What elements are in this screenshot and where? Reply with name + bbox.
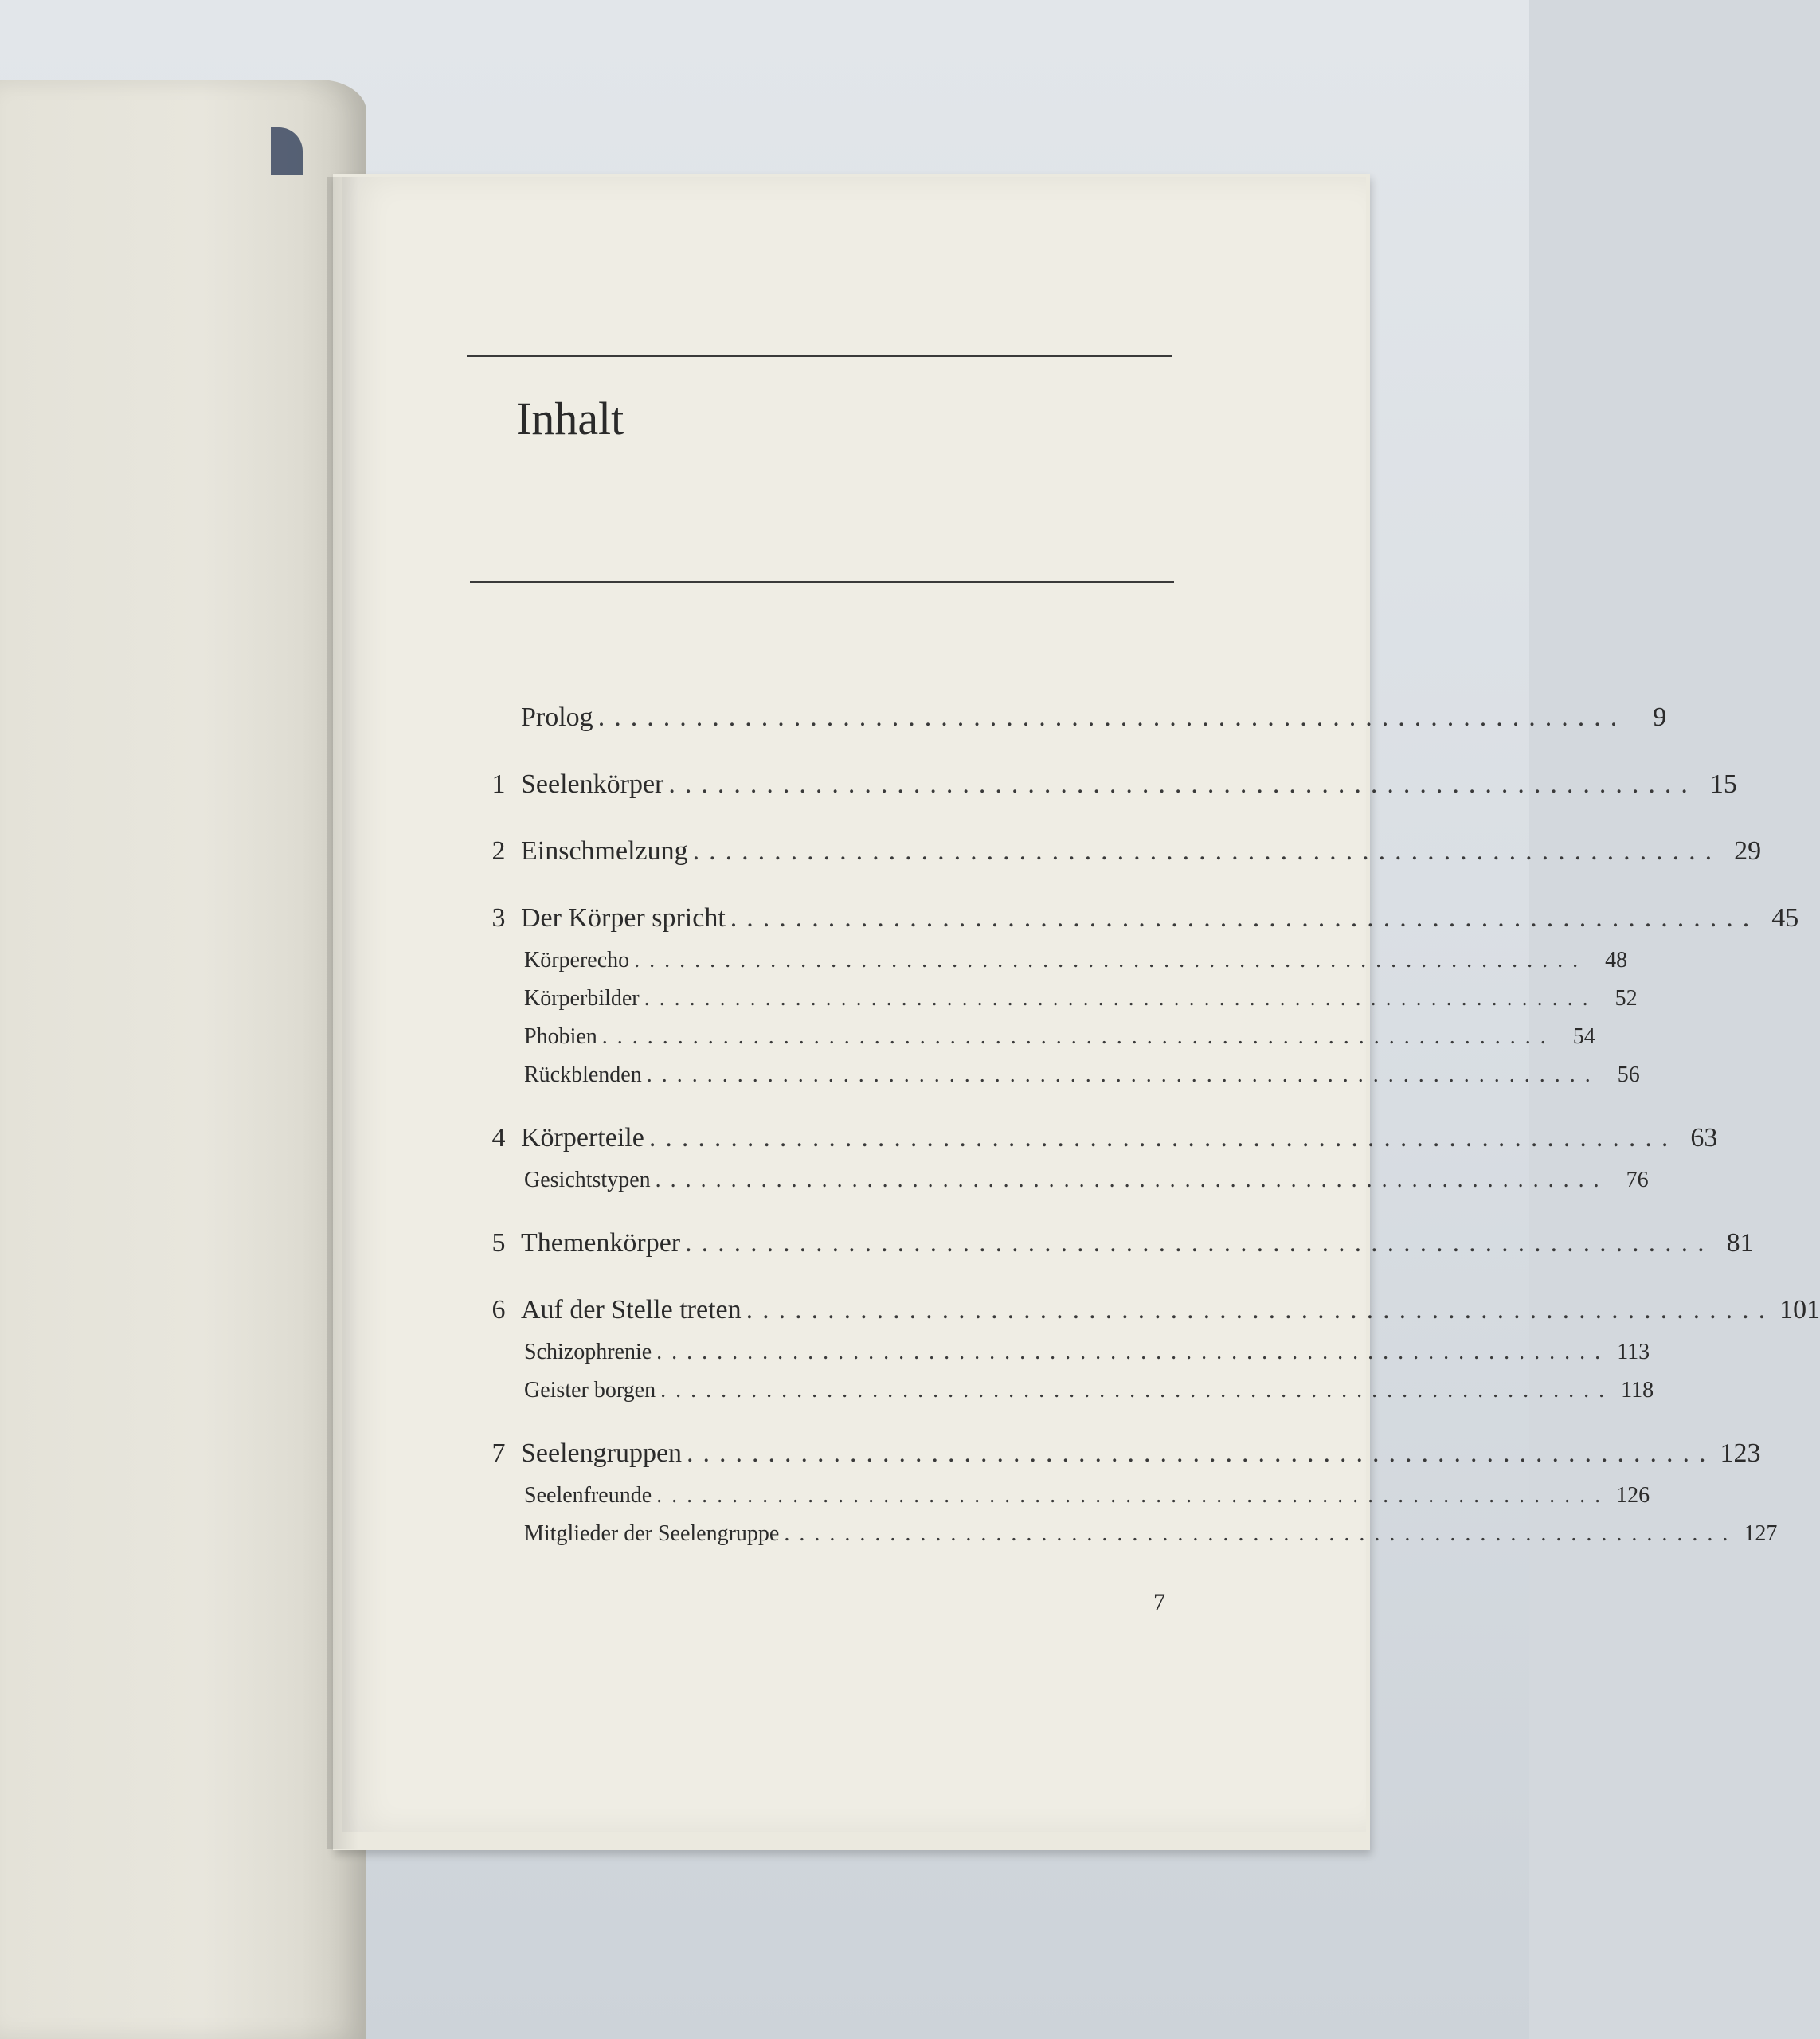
toc-title: Themenkörper <box>521 1228 681 1258</box>
heading-rule-top <box>467 355 1172 357</box>
toc-page-number: 113 <box>1617 1340 1650 1364</box>
toc-chapter-number: 7 <box>491 1438 506 1468</box>
toc-entry-section <box>478 986 1638 1012</box>
toc-chapter-number: 2 <box>491 836 506 866</box>
toc-title: Seelenkörper <box>521 769 664 799</box>
toc-title: Auf der Stelle treten <box>521 1295 742 1325</box>
toc-leader: ............................................................... <box>597 702 1627 732</box>
toc-title: Schizophrenie <box>524 1340 652 1364</box>
toc-leader: ............................................................... <box>660 1378 1615 1403</box>
toc-entry-chapter-5 <box>478 1228 1754 1258</box>
toc-leader: ............................................................... <box>656 1340 1611 1364</box>
toc-page-number: 15 <box>1709 769 1737 799</box>
toc-title: Seelenfreunde <box>524 1483 652 1508</box>
toc-title: Mitglieder der Seelengruppe <box>524 1521 780 1546</box>
toc-entry-chapter-1 <box>478 769 1737 800</box>
toc-entry-section <box>478 1063 1640 1088</box>
toc-title: Einschmelzung <box>521 836 688 866</box>
toc-title: Körperecho <box>524 948 630 973</box>
toc-entry-section <box>478 1521 1778 1547</box>
toc-chapter-number: 1 <box>491 769 506 799</box>
toc-entry-section <box>478 1483 1650 1509</box>
toc-entry-section <box>478 1024 1595 1050</box>
toc-chapter-number: 5 <box>491 1228 506 1258</box>
toc-title: Der Körper spricht <box>521 903 726 933</box>
toc-leader: ............................................................... <box>685 1228 1714 1258</box>
toc-leader: ............................................................... <box>692 836 1722 866</box>
toc-page-number: 56 <box>1617 1063 1640 1087</box>
toc-page-number: 127 <box>1744 1521 1778 1546</box>
toc-leader: ............................................................... <box>668 769 1697 799</box>
toc-page-number: 118 <box>1621 1378 1654 1403</box>
toc-leader: ............................................................... <box>646 1063 1600 1087</box>
toc-page-number: 101 <box>1779 1295 1820 1325</box>
toc-leader: ............................................................... <box>644 986 1598 1011</box>
page-title: Inhalt <box>516 393 624 444</box>
toc-page-number: 126 <box>1616 1483 1650 1508</box>
toc-page-number: 45 <box>1771 903 1799 933</box>
toc-title: Rückblenden <box>524 1063 642 1087</box>
toc-page-number: 76 <box>1626 1168 1649 1192</box>
toc-leader: ............................................................... <box>687 1438 1716 1468</box>
toc-entry-section <box>478 1378 1654 1403</box>
toc-entry-prolog <box>478 702 1667 733</box>
toc-entry-section <box>478 1168 1649 1193</box>
gutter-shadow <box>327 177 358 1849</box>
toc-leader: ............................................................... <box>746 1295 1775 1325</box>
toc-title: Geister borgen <box>524 1378 656 1403</box>
toc-title: Prolog <box>521 702 593 732</box>
toc-entry-chapter-7 <box>478 1438 1761 1469</box>
toc-leader: ............................................................... <box>730 903 1759 933</box>
toc-leader: ............................................................... <box>601 1024 1556 1049</box>
toc-page-number: 52 <box>1615 986 1638 1011</box>
toc-entry-chapter-6 <box>478 1295 1820 1325</box>
left-page <box>0 80 366 2039</box>
toc-leader: ............................................................... <box>655 1168 1609 1192</box>
toc-chapter-number: 3 <box>491 903 506 933</box>
toc-page-number: 54 <box>1572 1024 1595 1049</box>
toc-title: Seelengruppen <box>521 1438 683 1468</box>
toc-entry-section <box>478 948 1628 973</box>
toc-title: Körperbilder <box>524 986 640 1011</box>
toc-page-number: 123 <box>1720 1438 1761 1468</box>
toc-page-number: 9 <box>1653 702 1667 732</box>
toc-title: Körperteile <box>521 1123 644 1153</box>
toc-entry-chapter-3 <box>478 903 1799 933</box>
toc-leader: ............................................................... <box>784 1521 1738 1546</box>
toc-page-number: 29 <box>1734 836 1762 866</box>
toc-page-number: 48 <box>1605 948 1628 973</box>
toc-chapter-number: 4 <box>491 1123 506 1153</box>
toc-leader: ............................................................... <box>648 1123 1678 1153</box>
heading-rule-bottom <box>470 581 1174 583</box>
toc-entry-chapter-2 <box>478 836 1762 867</box>
toc-leader: ............................................................... <box>656 1483 1611 1508</box>
toc-entry-chapter-4 <box>478 1123 1718 1153</box>
toc-title: Gesichtstypen <box>524 1168 651 1192</box>
toc-entry-section <box>478 1340 1650 1365</box>
toc-page-number: 63 <box>1690 1123 1718 1153</box>
toc-title: Phobien <box>524 1024 597 1049</box>
toc-leader: ............................................................... <box>634 948 1588 973</box>
page-number: 7 <box>1153 1589 1165 1615</box>
toc-page-number: 81 <box>1726 1228 1754 1258</box>
toc-chapter-number: 6 <box>491 1295 506 1325</box>
